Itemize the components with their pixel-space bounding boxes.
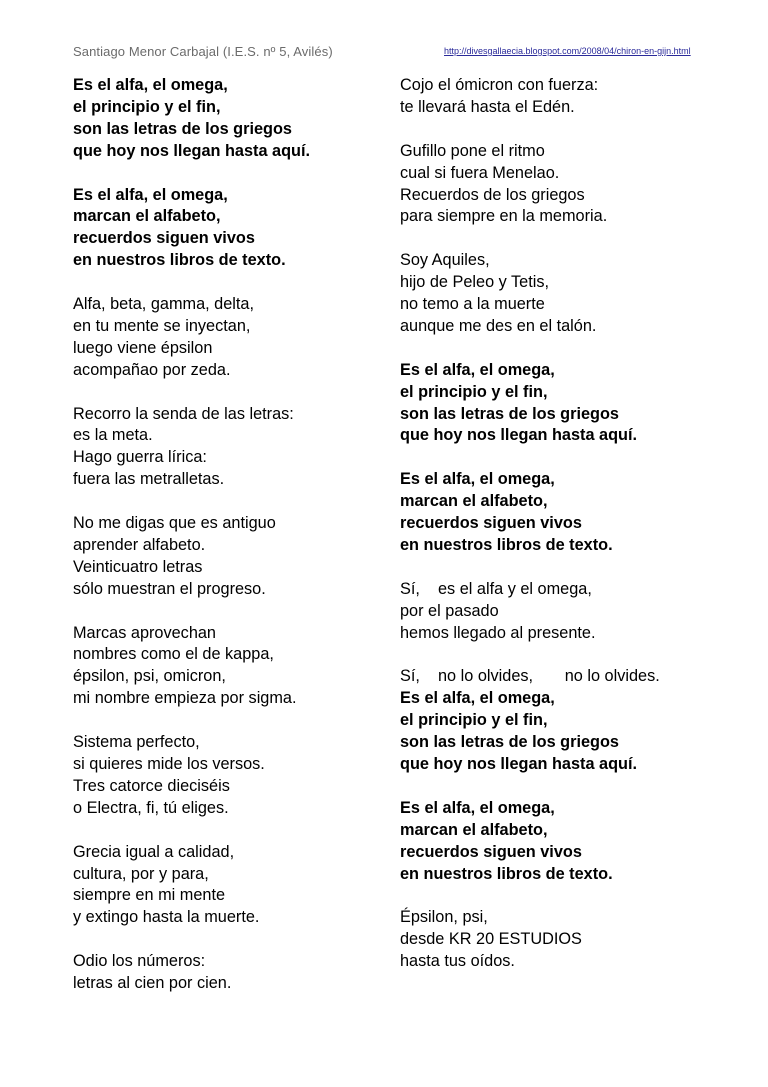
lyric-line: que hoy nos llegan hasta aquí. <box>400 426 638 445</box>
lyric-line: en nuestros libros de texto. <box>400 864 613 883</box>
lyric-line: luego viene épsilon <box>73 338 213 357</box>
lyric-line: o Electra, fi, tú eliges. <box>73 798 229 817</box>
verse-stanza <box>400 579 730 645</box>
lyric-line: hemos llegado al presente. <box>400 623 596 642</box>
lyric-line: Gufillo pone el ritmo <box>400 141 545 160</box>
verse-stanza <box>73 294 393 382</box>
lyric-line: Es el alfa, el omega, <box>400 470 555 489</box>
lyric-line: acompañao por zeda. <box>73 360 231 379</box>
chorus-stanza <box>400 360 730 448</box>
lyrics-left-column <box>73 75 393 1017</box>
lyric-line: y extingo hasta la muerte. <box>73 908 260 927</box>
verse-stanza <box>400 666 730 688</box>
lyric-line: Sistema perfecto, <box>73 733 200 752</box>
lyric-line: Grecia igual a calidad, <box>73 842 235 861</box>
lyric-line: que hoy nos llegan hasta aquí. <box>73 141 311 160</box>
lyric-line: no temo a la muerte <box>400 295 545 314</box>
author-header: Santiago Menor Carbajal (I.E.S. nº 5, Avilés) <box>73 44 333 59</box>
lyric-line: marcan el alfabeto, <box>400 820 548 839</box>
lyric-line: Es el alfa, el omega, <box>400 360 555 379</box>
lyric-line: en tu mente se inyectan, <box>73 316 251 335</box>
lyric-line: épsilon, psi, omicron, <box>73 667 226 686</box>
lyric-line: sólo muestran el progreso. <box>73 579 266 598</box>
verse-stanza <box>400 141 730 229</box>
lyric-line: hijo de Peleo y Tetis, <box>400 273 550 292</box>
lyric-line: desde KR 20 ESTUDIOS <box>400 930 582 949</box>
verse-stanza <box>400 75 730 119</box>
lyric-line: para siempre en la memoria. <box>400 207 608 226</box>
lyric-line: Tres catorce dieciséis <box>73 776 230 795</box>
chorus-stanza <box>400 798 730 886</box>
verse-stanza <box>73 513 393 601</box>
verse-stanza <box>400 907 730 973</box>
lyric-line: aunque me des en el talón. <box>400 316 597 335</box>
lyric-line: hasta tus oídos. <box>400 952 515 971</box>
lyric-line: Es el alfa, el omega, <box>400 798 555 817</box>
lyric-line: es la meta. <box>73 426 153 445</box>
lyric-line: Soy Aquiles, <box>400 251 490 270</box>
lyrics-right-column <box>400 75 730 995</box>
source-link[interactable]: http://divesgallaecia.blogspot.com/2008/04/chiron-en-gijn.html <box>444 46 691 56</box>
lyric-line: el principio y el fin, <box>400 382 548 401</box>
lyric-line: son las letras de los griegos <box>400 733 619 752</box>
lyric-line: Es el alfa, el omega, <box>73 76 228 94</box>
lyric-line: Recuerdos de los griegos <box>400 185 585 204</box>
verse-stanza <box>73 404 393 492</box>
lyric-line: siempre en mi mente <box>73 886 226 905</box>
lyric-line: Sí, no lo olvides, no lo olvides. <box>400 667 660 686</box>
lyric-line: Hago guerra lírica: <box>73 448 207 467</box>
chorus-stanza <box>73 75 393 163</box>
lyric-line: Es el alfa, el omega, <box>400 689 555 708</box>
lyric-line: Sí, es el alfa y el omega, <box>400 579 592 598</box>
lyric-line: Épsilon, psi, <box>400 908 488 927</box>
lyric-line: fuera las metralletas. <box>73 470 225 489</box>
lyric-line: mi nombre empieza por sigma. <box>73 689 297 708</box>
lyric-line: son las letras de los griegos <box>400 404 619 423</box>
lyric-line: en nuestros libros de texto. <box>400 535 613 554</box>
verse-stanza <box>73 951 393 995</box>
verse-stanza <box>73 623 393 711</box>
lyric-line: No me digas que es antiguo <box>73 514 276 533</box>
lyric-line: letras al cien por cien. <box>73 974 232 993</box>
lyric-line: nombres como el de kappa, <box>73 645 274 664</box>
chorus-stanza <box>400 688 730 776</box>
lyric-line: cultura, por y para, <box>73 864 209 883</box>
lyric-line: recuerdos siguen vivos <box>73 229 255 248</box>
verse-stanza <box>400 250 730 338</box>
lyric-line: te llevará hasta el Edén. <box>400 97 575 116</box>
lyric-line: el principio y el fin, <box>400 711 548 730</box>
lyric-line: marcan el alfabeto, <box>400 492 548 511</box>
lyric-line: recuerdos siguen vivos <box>400 842 582 861</box>
lyric-line: Recorro la senda de las letras: <box>73 404 294 423</box>
lyric-line: si quieres mide los versos. <box>73 755 265 773</box>
lyric-line: Cojo el ómicron con fuerza: <box>400 76 599 94</box>
lyric-line: marcan el alfabeto, <box>73 207 221 226</box>
lyric-line: que hoy nos llegan hasta aquí. <box>400 755 638 773</box>
lyric-line: Alfa, beta, gamma, delta, <box>73 295 255 314</box>
verse-stanza <box>73 842 393 930</box>
lyric-line: por el pasado <box>400 601 499 620</box>
chorus-stanza <box>73 185 393 273</box>
lyric-line: Es el alfa, el omega, <box>73 185 228 204</box>
chorus-stanza <box>400 469 730 557</box>
lyric-line: cual si fuera Menelao. <box>400 163 560 182</box>
verse-stanza <box>73 732 393 820</box>
lyric-line: el principio y el fin, <box>73 97 221 116</box>
lyric-line: recuerdos siguen vivos <box>400 514 582 533</box>
lyric-line: aprender alfabeto. <box>73 535 206 554</box>
lyric-line: Odio los números: <box>73 952 206 971</box>
lyric-line: en nuestros libros de texto. <box>73 251 286 270</box>
lyric-line: son las letras de los griegos <box>73 119 292 138</box>
lyric-line: Marcas aprovechan <box>73 623 216 642</box>
lyric-line: Veinticuatro letras <box>73 557 203 576</box>
